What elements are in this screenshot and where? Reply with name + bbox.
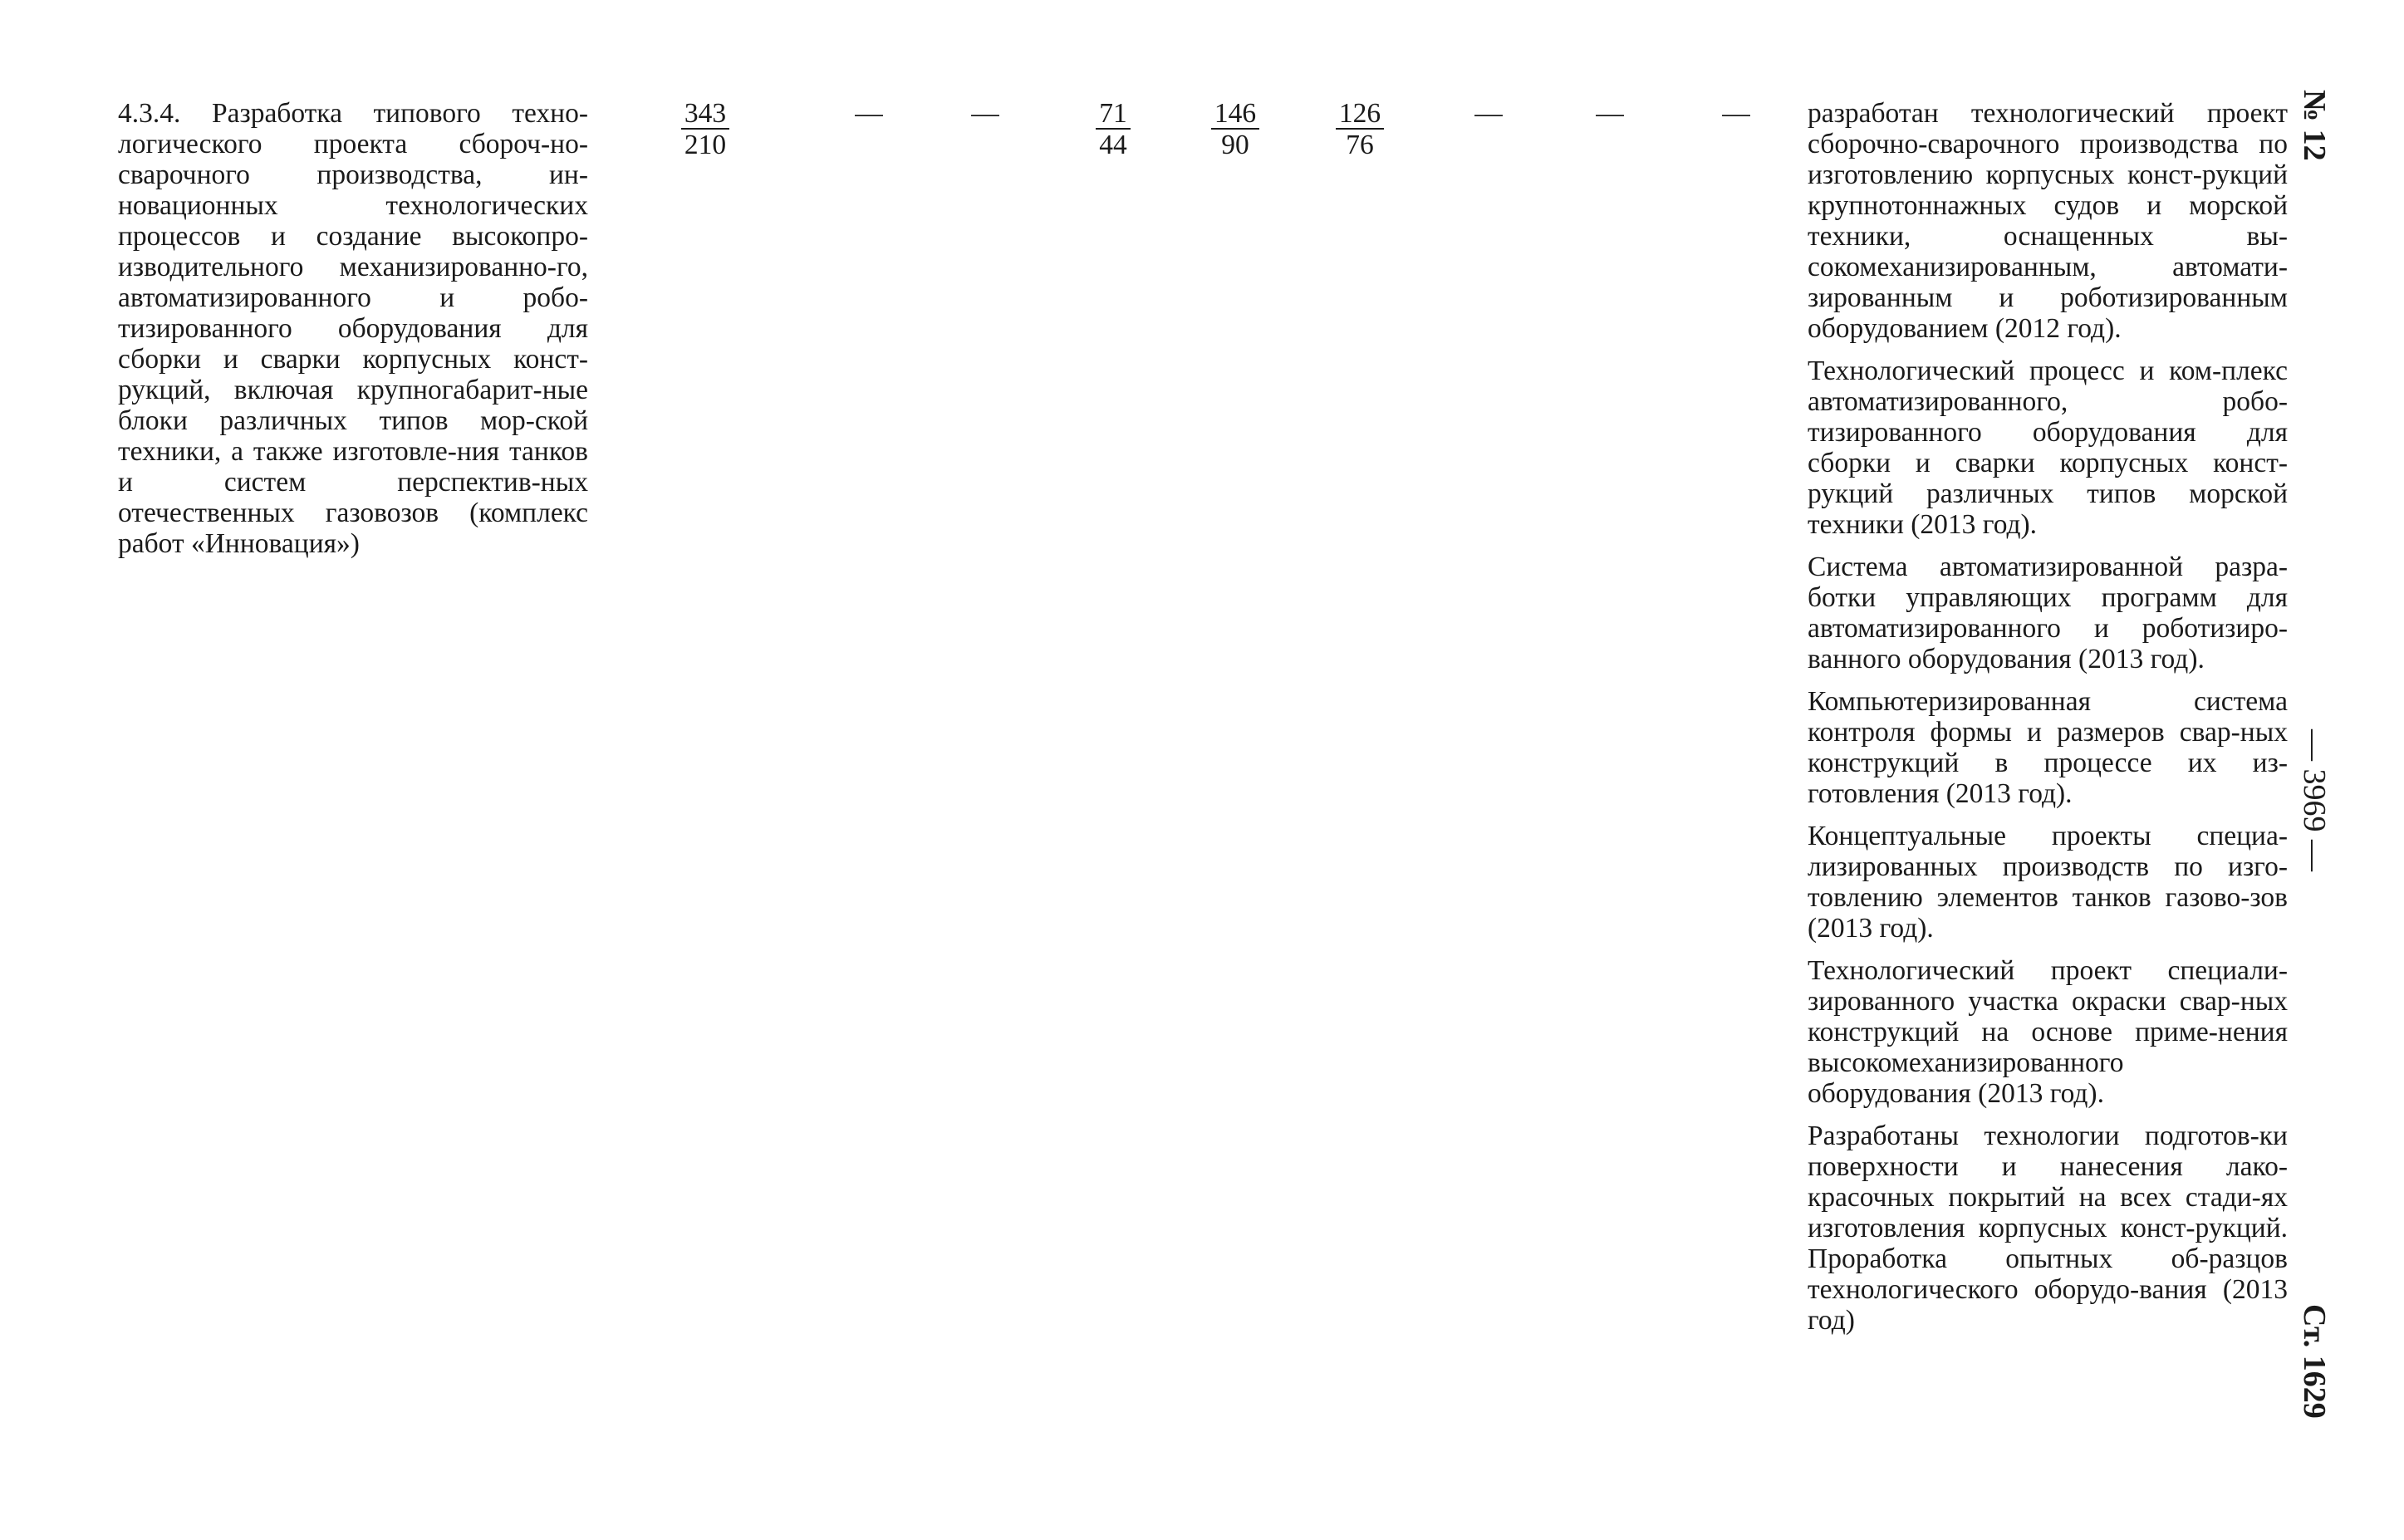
total-cell xyxy=(660,98,751,160)
total-numerator: 343 xyxy=(681,99,729,130)
year-2011-numerator: 71 xyxy=(1096,99,1131,130)
issue-number: № 12 xyxy=(2297,90,2332,161)
year-2011-cell xyxy=(1067,98,1159,160)
dash-cell-3: — xyxy=(1474,98,1503,129)
result-paragraph: Разработаны технологии подготов-ки поверхности и нанесения лако-красочных покрытий на всех стади-ях изготовления корпусных конст-рукций. Проработка опытных об-разцов технологического оборудо-вания (2013 год) xyxy=(1808,1121,2288,1336)
year-2013-cell xyxy=(1314,98,1406,160)
margin-running-header xyxy=(2297,90,2361,1452)
dash-cell-4: — xyxy=(1596,98,1624,129)
year-2013-numerator: 126 xyxy=(1336,99,1384,130)
dash-cell-5: — xyxy=(1722,98,1750,129)
page-number: — 3969 — xyxy=(2297,729,2332,871)
year-2012-denominator: 90 xyxy=(1221,130,1249,160)
result-paragraph: Система автоматизированной разра-ботки управляющих программ для автоматизированного и роботизиро-ванного оборудования (2013 год). xyxy=(1808,552,2288,674)
result-paragraph: разработан технологический проект сборочно-сварочного производства по изготовлению корпусных конст-рукций крупнотоннажных судов и морской техники, оснащенных вы-сокомеханизированным, автомати-зированным и роботизированным оборудованием (2012 год). xyxy=(1808,98,2288,344)
dash-cell-1: — xyxy=(855,98,883,129)
expected-results xyxy=(1808,98,2288,1347)
dash-cell-2: — xyxy=(971,98,999,129)
year-2012-cell xyxy=(1190,98,1281,160)
result-paragraph: Технологический процесс и ком-плекс автоматизированного, робо-тизированного оборудования для сборки и сварки корпусных конст-рукций различных типов морской техники (2013 год). xyxy=(1808,356,2288,540)
year-2013-denominator: 76 xyxy=(1346,130,1374,160)
article-number: Ст. 1629 xyxy=(2297,1304,2332,1419)
result-paragraph: Компьютеризированная система контроля формы и размеров свар-ных конструкций в процессе их из-готовления (2013 год). xyxy=(1808,686,2288,809)
result-paragraph: Концептуальные проекты специа-лизированных производств по изго-товлению элементов танков газово-зов (2013 год). xyxy=(1808,821,2288,944)
total-denominator: 210 xyxy=(684,130,727,160)
year-2011-denominator: 44 xyxy=(1099,130,1127,160)
task-description: 4.3.4. Разработка типового техно-логического проекта сбороч-но-сварочного производства, ин-новационных технологических процессов и создание высокопро-изводительного механизированно-го, автоматизированного и робо-тизированного оборудования для сборки и сварки корпусных конст-рукций, включая крупногабарит-ные блоки различных типов мор-ской техники, а также изготовле-ния танков и систем перспектив-ных отечественных газовозов (комплекс работ «Инновация») xyxy=(118,98,588,559)
year-2012-numerator: 146 xyxy=(1211,99,1259,130)
result-paragraph: Технологический проект специали-зированного участка окраски свар-ных конструкций на основе приме-нения высокомеханизированного оборудования (2013 год). xyxy=(1808,955,2288,1109)
